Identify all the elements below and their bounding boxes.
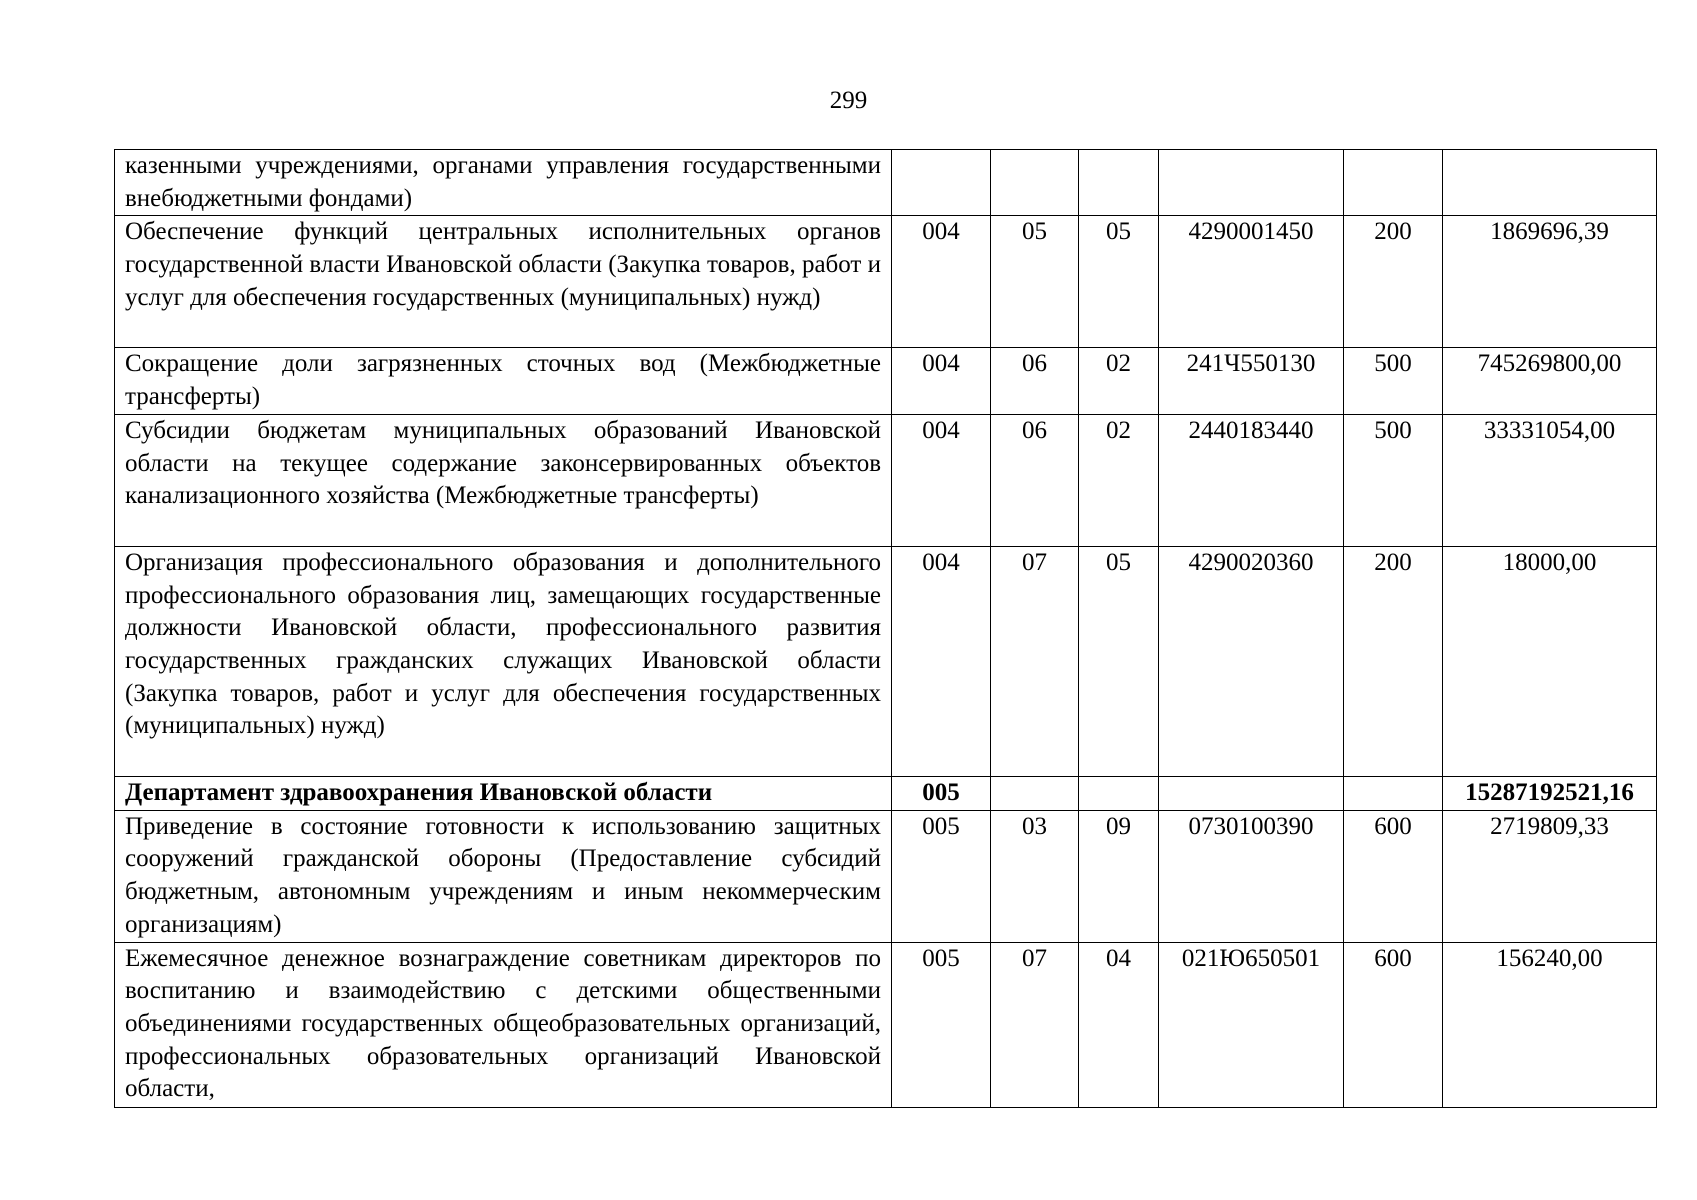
row-sum: 33331054,00 [1443,414,1657,546]
row-csr: 241Ч550130 [1159,348,1344,414]
row-rz [991,150,1079,216]
row-name: казенными учреждениями, органами управления государственными внебюджетными фондами) [115,150,892,216]
row-rz: 07 [991,546,1079,776]
budget-table [114,149,1657,1108]
row-ved: 004 [892,216,991,348]
table-row [115,414,1657,546]
row-sum: 15287192521,16 [1443,776,1657,810]
row-ved: 004 [892,414,991,546]
row-vr [1344,776,1443,810]
row-sum: 2719809,33 [1443,810,1657,942]
row-vr [1344,150,1443,216]
row-pr: 04 [1079,942,1159,1107]
row-pr [1079,150,1159,216]
row-vr: 500 [1344,348,1443,414]
row-pr: 02 [1079,348,1159,414]
row-rz: 06 [991,348,1079,414]
row-sum: 1869696,39 [1443,216,1657,348]
row-ved: 005 [892,942,991,1107]
row-rz: 03 [991,810,1079,942]
row-vr: 600 [1344,810,1443,942]
row-ved: 005 [892,776,991,810]
row-vr: 200 [1344,546,1443,776]
row-sum: 156240,00 [1443,942,1657,1107]
row-rz [991,776,1079,810]
row-name: Приведение в состояние готовности к использованию защитных сооружений гражданской обороны (Предоставление субсидий бюджетным, автономным учреждениям и иным некоммерческим организациям) [115,810,892,942]
row-rz: 07 [991,942,1079,1107]
row-sum: 18000,00 [1443,546,1657,776]
table-row [115,348,1657,414]
row-ved [892,150,991,216]
row-vr: 200 [1344,216,1443,348]
row-csr [1159,150,1344,216]
row-pr: 02 [1079,414,1159,546]
table-row-department [115,776,1657,810]
row-vr: 500 [1344,414,1443,546]
row-ved: 005 [892,810,991,942]
row-sum: 745269800,00 [1443,348,1657,414]
row-pr: 05 [1079,546,1159,776]
row-name: Ежемесячное денежное вознаграждение советникам директоров по воспитанию и взаимодействию с детскими общественными объединениями государственных общеобразовательных организаций, профессиональных образовательных организаций Ивановской области, [115,942,892,1107]
row-pr [1079,776,1159,810]
row-csr: 4290001450 [1159,216,1344,348]
table-row [115,216,1657,348]
row-sum [1443,150,1657,216]
table-row [115,810,1657,942]
row-rz: 06 [991,414,1079,546]
row-csr: 0730100390 [1159,810,1344,942]
table-row [115,150,1657,216]
row-csr: 4290020360 [1159,546,1344,776]
row-pr: 05 [1079,216,1159,348]
row-name: Субсидии бюджетам муниципальных образований Ивановской области на текущее содержание законсервированных объектов канализационного хозяйства (Межбюджетные трансферты) [115,414,892,546]
row-csr: 2440183440 [1159,414,1344,546]
row-csr [1159,776,1344,810]
row-vr: 600 [1344,942,1443,1107]
row-name: Сокращение доли загрязненных сточных вод (Межбюджетные трансферты) [115,348,892,414]
page-number: 299 [829,87,868,114]
row-ved: 004 [892,546,991,776]
table-row [115,942,1657,1107]
row-pr: 09 [1079,810,1159,942]
row-rz: 05 [991,216,1079,348]
row-name: Организация профессионального образования и дополнительного профессионального образования лиц, замещающих государственные должности Ивановской области, профессионального развития государственных гражданских служащих Ивановской области (Закупка товаров, работ и услуг для обеспечения государственных (муниципальных) нужд) [115,546,892,776]
row-name: Департамент здравоохранения Ивановской области [115,776,892,810]
row-csr: 021Ю650501 [1159,942,1344,1107]
row-ved: 004 [892,348,991,414]
table-row [115,546,1657,776]
row-name: Обеспечение функций центральных исполнительных органов государственной власти Ивановской области (Закупка товаров, работ и услуг для обеспечения государственных (муниципальных) нужд) [115,216,892,348]
